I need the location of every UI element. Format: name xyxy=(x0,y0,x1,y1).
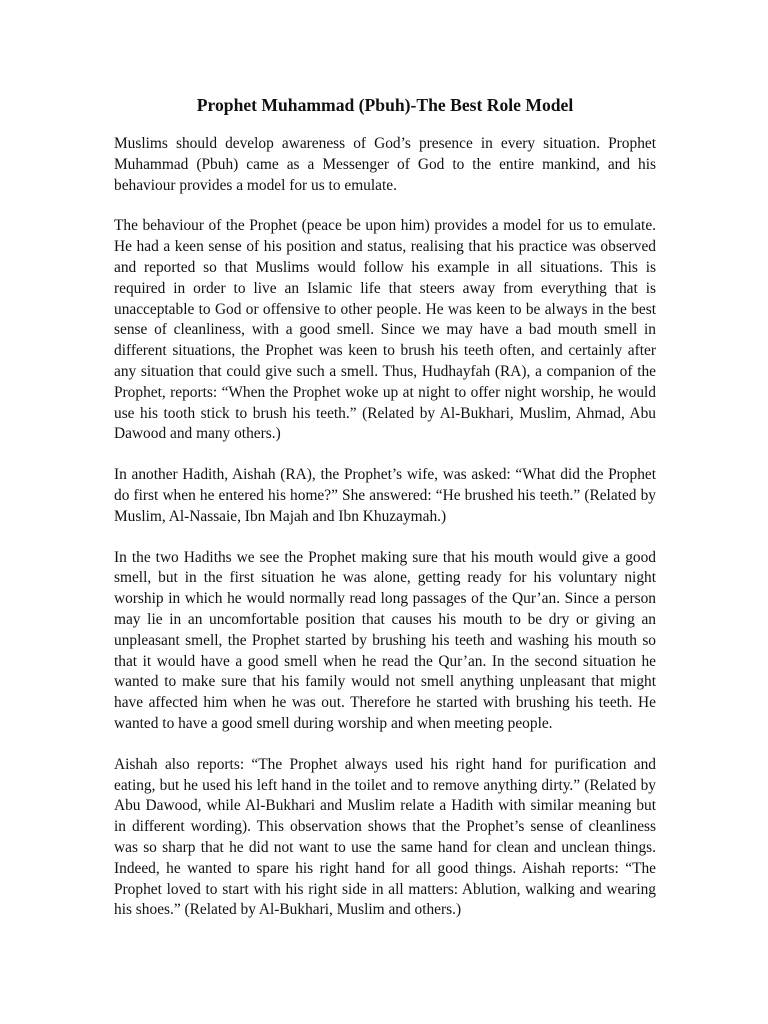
paragraph-right-hand: Aishah also reports: “The Prophet always used his right hand for purification and eating, but he used his left hand in the toilet and to remove anything dirty.” (Related by Abu Dawood, while Al-Bukhari and Muslim relate a Hadith with similar meaning but in different wording). This observation shows that the Prophet’s sense of cleanliness was so sharp that he did not want to use the same hand for clean and unclean things. Indeed, he wanted to spare his right hand for all good things. Aishah reports: “The Prophet loved to start with his right side in all matters: Ablution, walking and wearing his shoes.” (Related by Al-Bukhari, Muslim and others.) xyxy=(114,755,656,919)
document-page xyxy=(114,94,656,941)
document-title: Prophet Muhammad (Pbuh)-The Best Role Model xyxy=(196,95,574,115)
paragraph-aishah-hadith: In another Hadith, Aishah (RA), the Prophet’s wife, was asked: “What did the Prophet do first when he entered his home?” She answered: “He brushed his teeth.” (Related by Muslim, Al-Nassaie, Ibn Majah and Ibn Khuzaymah.) xyxy=(114,466,656,525)
paragraph-behaviour: The behaviour of the Prophet (peace be upon him) provides a model for us to emulate. He had a keen sense of his position and status, realising that his practice was observed and reported so that Muslims would follow his example in all situations. This is required in order to live an Islamic life that steers away from everything that is unacceptable to God or offensive to other people. He was keen to be always in the best sense of cleanliness, with a good smell. Since we may have a bad mouth smell in different situations, the Prophet was keen to brush his teeth often, and certainly after any situation that could give such a smell. Thus, Hudhayfah (RA), a companion of the Prophet, reports: “When the Prophet woke up at night to offer night worship, he would use his tooth stick to brush his teeth.” (Related by Al-Bukhari, Muslim, Ahmad, Abu Dawood and many others.) xyxy=(114,217,656,443)
paragraph-two-hadiths: In the two Hadiths we see the Prophet making sure that his mouth would give a good smell, but in the first situation he was alone, getting ready for his voluntary night worship in which he would normally read long passages of the Qur’an. Since a person may lie in an uncomfortable position that causes his mouth to be dry or giving an unpleasant smell, the Prophet started by brushing his teeth and washing his mouth so that it would have a good smell when he read the Qur’an. In the second situation he wanted to make sure that his family would not smell anything unpleasant that might have affected him when he was out. Therefore he started with brushing his teeth. He wanted to have a good smell during worship and when meeting people. xyxy=(114,548,656,732)
paragraph-intro: Muslims should develop awareness of God’s presence in every situation. Prophet Muhammad (Pbuh) came as a Messenger of God to the entire mankind, and his behaviour provides a model for us to emulate. xyxy=(114,135,656,194)
